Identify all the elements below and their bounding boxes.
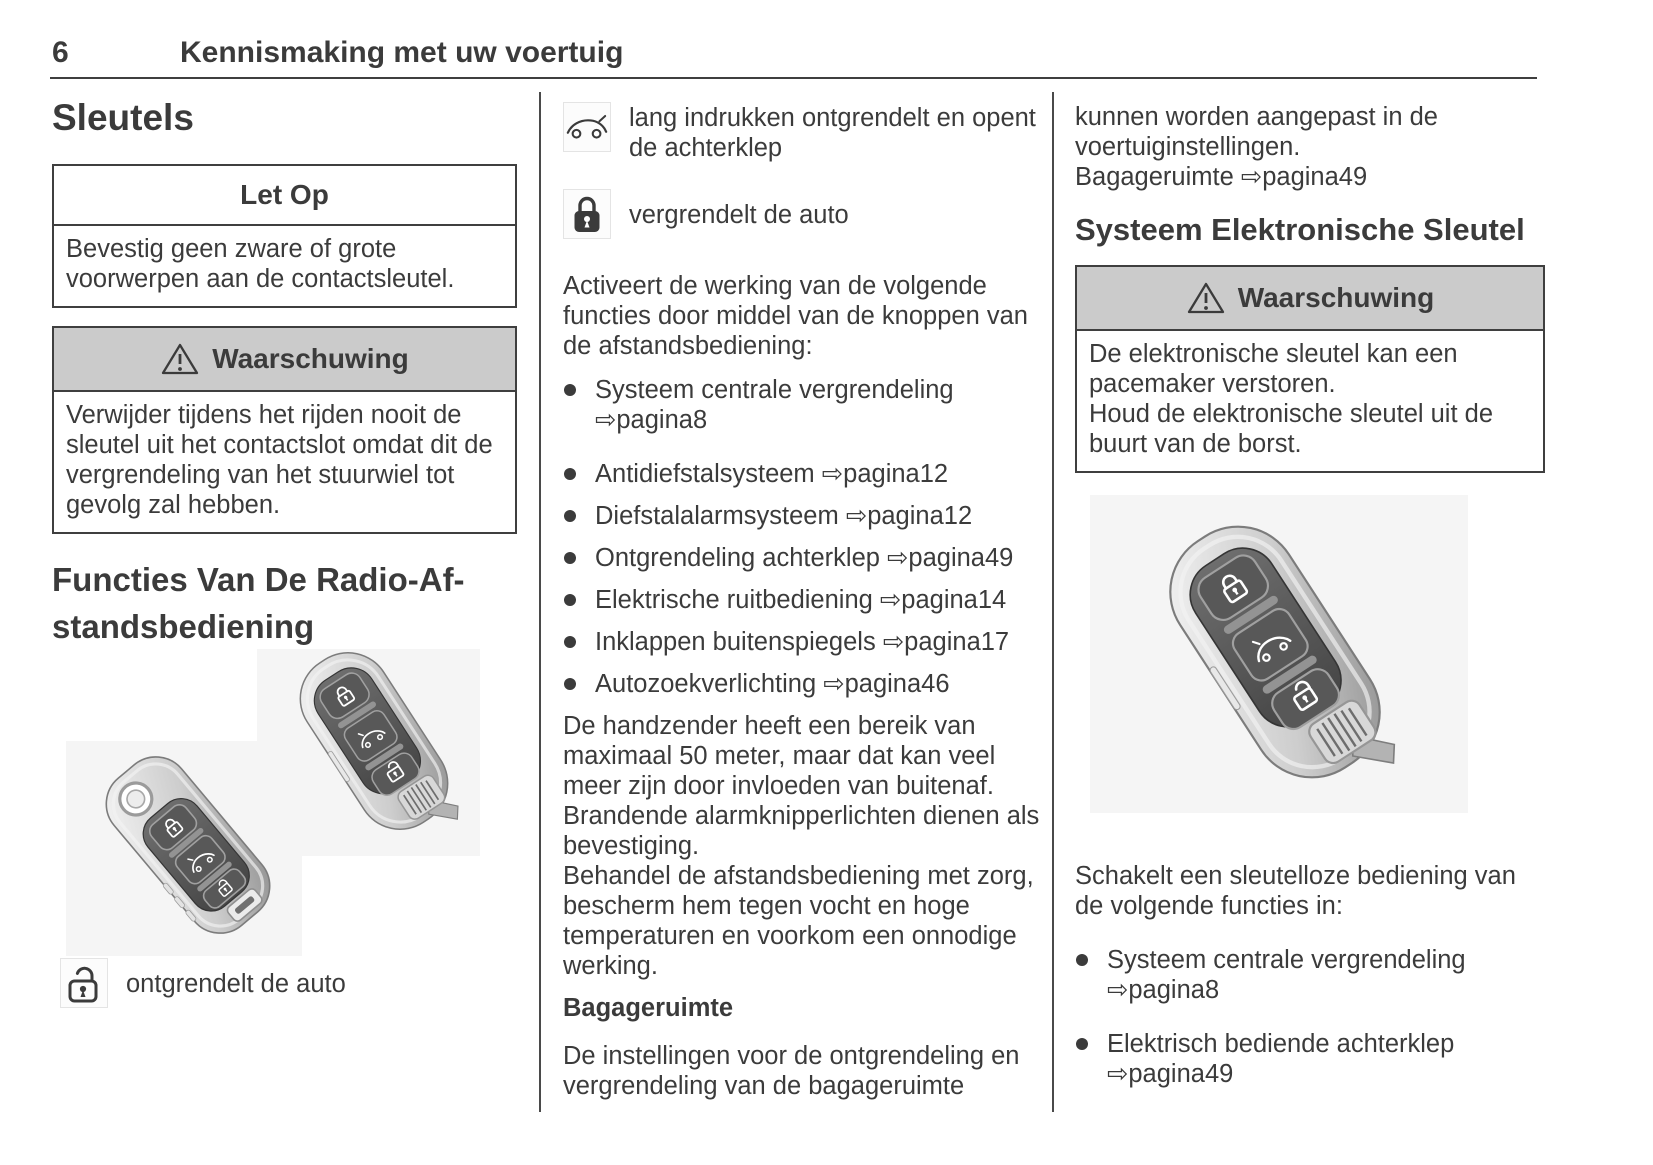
page-reference: ⇨pagina17 [882,628,1010,656]
bullet-icon [564,636,576,648]
caution-box-body [54,226,515,306]
warning-title-text: Waarschuwing [1237,282,1435,313]
bullet-icon [1076,954,1088,966]
section-title-sleutels: Sleutels [52,97,194,138]
warning-box-title [1077,267,1543,331]
bullet-label: Diefstalalarmsysteem [595,502,839,530]
body-paragraph: De handzender heeft een bereik van maximaal 50 meter, maar dat kan veel meer zijn door invloeden van buitenaf. Brandende alarmknipperlichten dienen als bevestiging. [563,712,1040,860]
page-reference: ⇨pagina8 [1107,976,1220,1004]
warning-box [1075,265,1545,473]
warning-triangle-icon [160,342,200,376]
list-item [563,459,1043,489]
caution-title-text: Let Op [240,179,329,210]
body-paragraph: Behandel de afstandsbediening met zorg, bescherm hem tegen vocht en hoge temperaturen en voorkom een onnodige werking. [563,862,1034,980]
page-reference: ⇨pagina12 [845,502,973,530]
electronic-key-photo [1075,489,1540,819]
bullet-icon [1076,1038,1088,1050]
bullet-label: Elektrische ruitbediening [595,586,873,614]
warning-triangle-icon [1186,281,1226,315]
reference-line [1075,162,1545,192]
bullet-icon [564,594,576,606]
reference-label: Bagageruimte [1075,163,1234,191]
page-number: 6 [52,36,69,69]
header-rule [50,77,1537,79]
column-1 [52,92,517,1116]
legend-text: lang indrukken ontgrendelt en opent de achterklep [629,104,1036,162]
list-item [563,585,1043,615]
bullet-icon [564,384,576,396]
warning-box [52,326,517,534]
bullet-label: Systeem centrale vergrendeling [595,376,954,404]
bullet-label: Autozoekverlichting [595,670,817,698]
unlock-padlock-icon [60,958,108,1008]
legend-text: ontgrendelt de auto [126,969,346,998]
list-item [1075,945,1545,1005]
legend-row [563,102,1043,163]
function-list [1075,945,1545,1089]
caution-box [52,164,517,308]
page-reference: ⇨pagina14 [879,586,1007,614]
page-reference: ⇨pagina49 [1107,1060,1234,1088]
subheading-bagageruimte: Bagageruimte [563,994,734,1022]
page-reference: ⇨pagina46 [823,670,950,698]
page-reference: ⇨pagina12 [821,460,949,488]
intro-paragraph: Schakelt een sleutelloze bediening van de volgende functies in: [1075,862,1516,920]
page-reference: ⇨pagina49 [1240,163,1368,191]
column-3 [1075,92,1545,1101]
legend-text: vergrendelt de auto [629,200,849,229]
bullet-label: Antidiefstalsysteem [595,460,815,488]
subsection-title-radio-remote: Functies Van De Radio-Af- standsbediening [52,561,465,645]
lock-padlock-icon [563,189,611,239]
list-item [563,501,1043,531]
legend-row [60,958,500,1008]
chapter-title: Kennismaking met uw voertuig [180,36,624,69]
bullet-icon [564,552,576,564]
warning-box-body [54,392,515,532]
warning-body-text: Houd de elektronische sleutel uit de buurt van de borst. [1089,400,1494,458]
warning-body-text: Verwijder tijdens het rijden nooit de sleutel uit het contactslot omdat dit de vergrendeling van het stuurwiel tot gevolg zal hebben. [66,401,493,519]
column-divider [1052,92,1054,1112]
section-title-elektronische-sleutel: Systeem Elektronische Sleutel [1075,212,1525,247]
bullet-icon [564,510,576,522]
body-paragraph: De instellingen voor de ontgrendeling en vergrendeling van de bagageruimte [563,1042,1020,1100]
bullet-label: Elektrisch bediende achterklep [1107,1030,1455,1058]
bullet-icon [564,468,576,480]
bullet-label: Inklappen buitenspiegels [595,628,876,656]
bullet-label: Ontgrendeling achterklep [595,544,880,572]
bullet-icon [564,678,576,690]
warning-body-text: De elektronische sleutel kan een pacemaker verstoren. [1089,340,1458,398]
key-fobs-photo [52,649,517,961]
list-item [563,375,1043,435]
page-reference: ⇨pagina8 [595,406,708,434]
warning-title-text: Waarschuwing [212,343,409,374]
function-list [563,375,1043,699]
caution-body-text: Bevestig geen zware of grote voorwerpen aan de contactsleutel. [66,235,455,293]
list-item [563,627,1043,657]
list-item [1075,1029,1545,1089]
column-divider [539,92,541,1112]
column-2 [563,92,1043,1101]
legend-row [563,189,1043,239]
car-tailgate-icon [563,102,611,152]
caution-box-title [54,166,515,226]
warning-box-body [1077,331,1543,471]
bullet-label: Systeem centrale vergrendeling [1107,946,1466,974]
continued-paragraph: kunnen worden aangepast in de voertuiginstellingen. [1075,103,1438,161]
intro-paragraph: Activeert de werking van de volgende functies door middel van de knoppen van de afstandsbediening: [563,272,1028,360]
warning-box-title [54,328,515,392]
list-item [563,543,1043,573]
list-item [563,669,1043,699]
page-reference: ⇨pagina49 [887,544,1014,572]
